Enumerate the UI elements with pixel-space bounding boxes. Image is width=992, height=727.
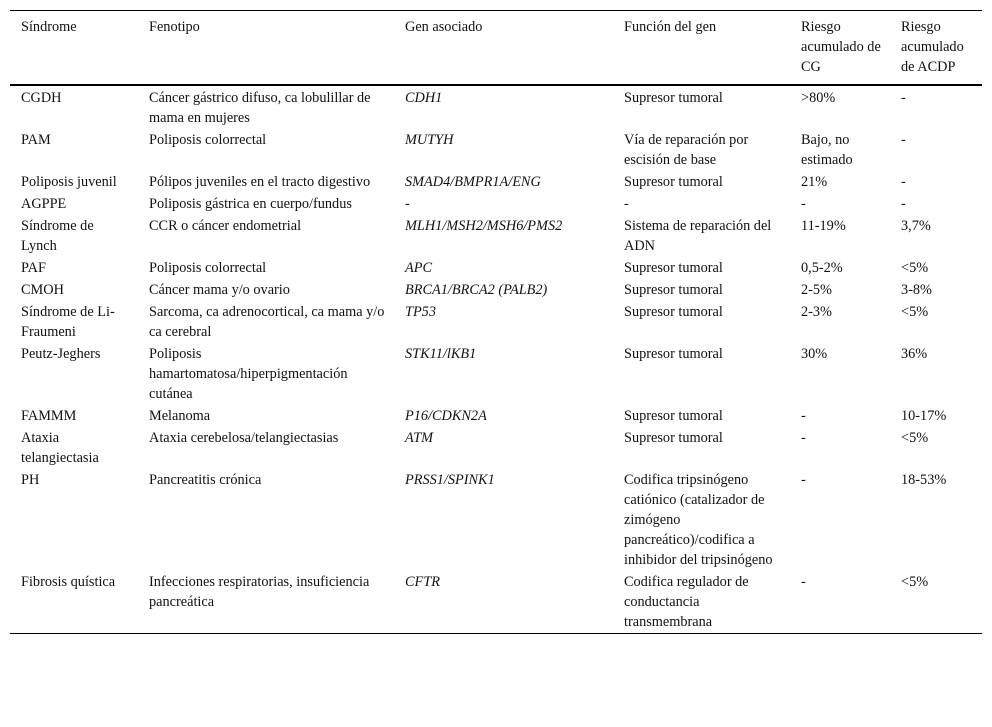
cell-risk-cg: 21% (801, 174, 828, 190)
cell-phenotype: CCR o cáncer endometrial (149, 218, 302, 234)
cell-gene: PRSS1/SPINK1 (405, 472, 495, 488)
cell-risk-cg: - (801, 574, 806, 590)
cell-syndrome: PH (21, 472, 40, 488)
table-row (10, 129, 982, 171)
cell-function: Vía de reparación por escisión de base (624, 132, 749, 168)
cell-syndrome: Síndrome de Li-Fraumeni (21, 304, 115, 340)
table-row (10, 427, 982, 469)
cell-gene: CDH1 (405, 90, 443, 106)
cell-risk-acdp: 3,7% (901, 218, 931, 234)
table-row (10, 215, 982, 257)
cell-syndrome: Fibrosis quística (21, 574, 116, 590)
table-row (10, 257, 982, 279)
table-row (10, 343, 982, 405)
cell-phenotype: Melanoma (149, 408, 211, 424)
cell-phenotype: Pólipos juveniles en el tracto digestivo (149, 174, 371, 190)
cell-gene: - (405, 196, 410, 212)
cell-risk-acdp: - (901, 196, 906, 212)
header-row (10, 11, 982, 86)
cell-risk-cg: Bajo, no estimado (801, 132, 853, 168)
cell-risk-acdp: - (901, 174, 906, 190)
cell-phenotype: Pancreatitis crónica (149, 472, 262, 488)
cell-gene: STK11/lKB1 (405, 346, 477, 362)
cell-risk-acdp: 3-8% (901, 282, 932, 298)
cell-syndrome: Ataxia telangiectasia (21, 430, 99, 466)
cell-risk-acdp: <5% (901, 304, 929, 320)
table-row (10, 279, 982, 301)
cell-phenotype: Sarcoma, ca adrenocortical, ca mama y/o ca cerebral (149, 304, 385, 340)
cell-phenotype: Cáncer mama y/o ovario (149, 282, 290, 298)
cell-risk-acdp: - (901, 132, 906, 148)
cell-risk-cg: - (801, 196, 806, 212)
cell-syndrome: Peutz-Jeghers (21, 346, 101, 362)
cell-risk-cg: 30% (801, 346, 828, 362)
cell-risk-acdp: - (901, 90, 906, 106)
cell-risk-cg: - (801, 430, 806, 446)
cell-phenotype: Infecciones respiratorias, insuficiencia pancreática (149, 574, 370, 610)
cell-phenotype: Poliposis colorrectal (149, 260, 267, 276)
table-body (10, 85, 982, 634)
cell-syndrome: AGPPE (21, 196, 67, 212)
cell-gene: MUTYH (405, 132, 454, 148)
cell-gene: APC (405, 260, 433, 276)
syndrome-table-container (10, 10, 982, 634)
cell-phenotype: Cáncer gástrico difuso, ca lobulillar de mama en mujeres (149, 90, 371, 126)
cell-syndrome: CGDH (21, 90, 62, 106)
table-row (10, 301, 982, 343)
cell-gene: TP53 (405, 304, 436, 320)
cell-risk-acdp: 10-17% (901, 408, 947, 424)
cell-phenotype: Poliposis gástrica en cuerpo/fundus (149, 196, 352, 212)
cell-gene: ATM (405, 430, 434, 446)
cell-function: Supresor tumoral (624, 304, 723, 320)
header-phenotype: Fenotipo (149, 19, 200, 35)
cell-function: - (624, 196, 629, 212)
cell-gene: P16/CDKN2A (405, 408, 487, 424)
cell-syndrome: CMOH (21, 282, 64, 298)
cell-function: Supresor tumoral (624, 408, 723, 424)
cell-risk-cg: >80% (801, 90, 836, 106)
cell-risk-cg: 2-3% (801, 304, 832, 320)
cell-risk-cg: - (801, 408, 806, 424)
cell-function: Codifica regulador de conductancia transmembrana (624, 574, 749, 630)
table-row (10, 405, 982, 427)
table-row (10, 469, 982, 571)
header-risk-acdp: Riesgo acumulado de ACDP (901, 19, 964, 75)
cell-function: Supresor tumoral (624, 90, 723, 106)
cell-risk-cg: - (801, 472, 806, 488)
cell-function: Supresor tumoral (624, 282, 723, 298)
cell-risk-cg: 11-19% (801, 218, 846, 234)
header-function: Función del gen (624, 19, 717, 35)
table-row (10, 193, 982, 215)
cell-risk-acdp: <5% (901, 260, 929, 276)
cell-function: Supresor tumoral (624, 346, 723, 362)
cell-function: Codifica tripsinógeno catiónico (catalizador de zimógeno pancreático)/codifica a inhibidor del tripsinógeno (624, 472, 773, 568)
cell-function: Supresor tumoral (624, 430, 723, 446)
cell-syndrome: PAM (21, 132, 51, 148)
table-row (10, 571, 982, 634)
cell-function: Sistema de reparación del ADN (624, 218, 772, 254)
cell-phenotype: Poliposis hamartomatosa/hiperpigmentación cutánea (149, 346, 348, 402)
cell-gene: SMAD4/BMPR1A/ENG (405, 174, 541, 190)
table-header (10, 11, 982, 86)
cell-function: Supresor tumoral (624, 174, 723, 190)
cell-function: Supresor tumoral (624, 260, 723, 276)
cell-syndrome: Poliposis juvenil (21, 174, 117, 190)
cell-gene: MLH1/MSH2/MSH6/PMS2 (405, 218, 563, 234)
header-risk-cg: Riesgo acumulado de CG (801, 19, 881, 75)
cell-risk-acdp: <5% (901, 574, 929, 590)
cell-syndrome: FAMMM (21, 408, 77, 424)
cell-risk-cg: 0,5-2% (801, 260, 843, 276)
table-row (10, 171, 982, 193)
cell-risk-acdp: 18-53% (901, 472, 947, 488)
hereditary-syndromes-table (10, 10, 982, 634)
cell-phenotype: Ataxia cerebelosa/telangiectasias (149, 430, 339, 446)
cell-risk-acdp: 36% (901, 346, 928, 362)
cell-risk-cg: 2-5% (801, 282, 832, 298)
header-syndrome: Síndrome (21, 19, 77, 35)
header-gene: Gen asociado (405, 19, 483, 35)
cell-risk-acdp: <5% (901, 430, 929, 446)
cell-phenotype: Poliposis colorrectal (149, 132, 267, 148)
cell-gene: BRCA1/BRCA2 (PALB2) (405, 282, 548, 298)
table-row (10, 85, 982, 129)
cell-syndrome: Síndrome de Lynch (21, 218, 94, 254)
cell-gene: CFTR (405, 574, 440, 590)
cell-syndrome: PAF (21, 260, 46, 276)
